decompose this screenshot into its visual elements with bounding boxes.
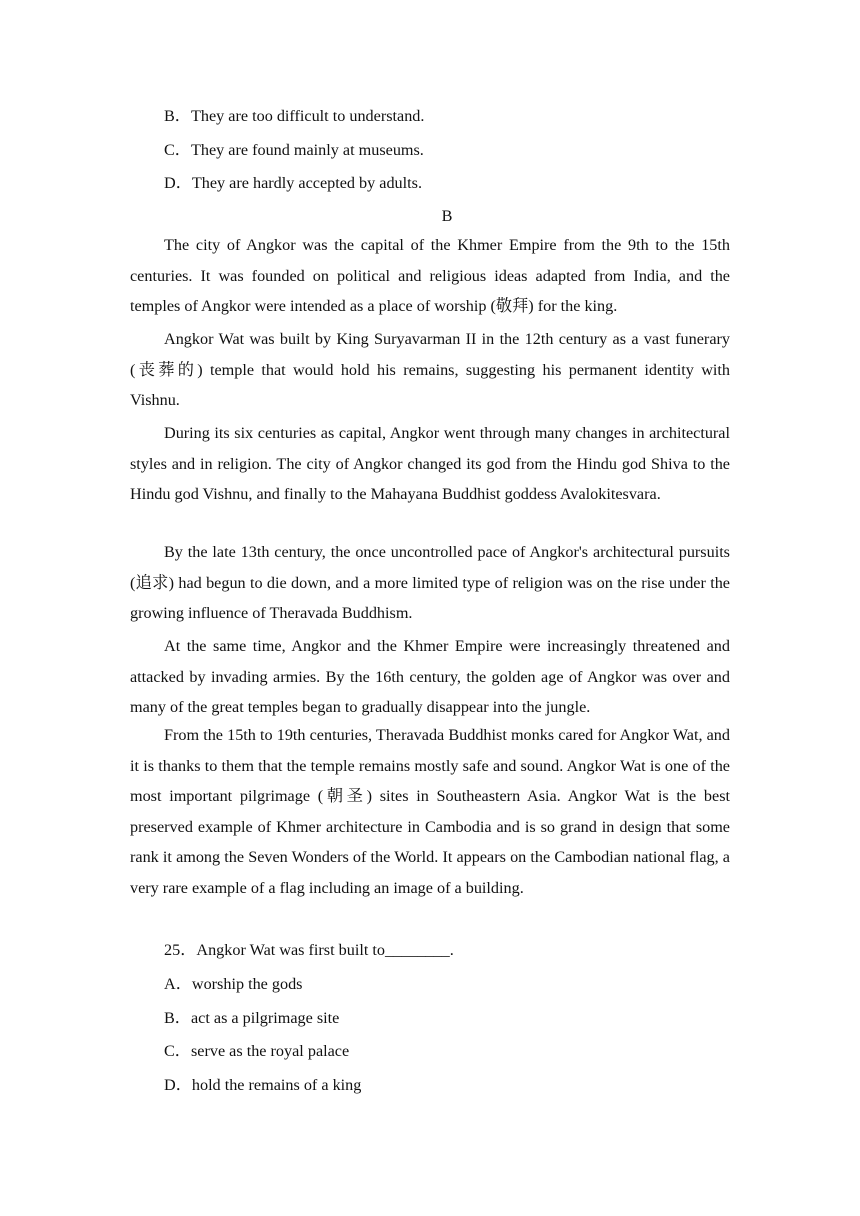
paragraph-2: Angkor Wat was built by King Suryavarman II in the 12th century as a vast funerary (丧葬的) temple that would hold his remains, suggesting his permanent identity with Vishnu. <box>130 330 730 409</box>
paragraph-6: From the 15th to 19th centuries, Theravada Buddhist monks cared for Angkor Wat, and it is thanks to them that the temple remains mostly safe and sound. Angkor Wat is one of the most important pilgrimage (朝圣) sites in Southeastern Asia. Angkor Wat is the best preserved example of Khmer architecture in Cambodia and is so grand in design that some rank it among the Seven Wonders of the World. It appears on the Cambodian national flag, a very rare example of a flag including an image of a building. <box>130 726 730 897</box>
paragraph-4: By the late 13th century, the once uncontrolled pace of Angkor's architectural pursuits (追求) had begun to die down, and a more limited type of religion was on the rise under the growing influence of Theravada Buddhism. <box>130 543 730 622</box>
prev-option-b: B．They are too difficult to understand. <box>164 107 425 125</box>
prev-option-d: D．They are hardly accepted by adults. <box>164 174 422 192</box>
q25-option-a: A．worship the gods <box>164 975 303 993</box>
paragraph-5: At the same time, Angkor and the Khmer Empire were increasingly threatened and attacked by invading armies. By the 16th century, the golden age of Angkor was over and many of the great temples began to gradually disappear into the jungle. <box>130 637 730 716</box>
section-label: B <box>441 207 453 225</box>
prev-option-c: C．They are found mainly at museums. <box>164 141 424 159</box>
paragraph-1: The city of Angkor was the capital of the Khmer Empire from the 9th to the 15th centuries. It was founded on political and religious ideas adapted from India, and the temples of Angkor were intended as a place of worship (敬拜) for the king. <box>130 236 730 315</box>
paragraph-3: During its six centuries as capital, Angkor went through many changes in architectural styles and in religion. The city of Angkor changed its god from the Hindu god Shiva to the Hindu god Vishnu, and finally to the Mahayana Buddhist goddess Avalokitesvara. <box>130 424 730 503</box>
question-25-stem: 25．Angkor Wat was first built to________. <box>164 941 454 959</box>
q25-option-b: B．act as a pilgrimage site <box>164 1009 340 1027</box>
q25-option-d: D．hold the remains of a king <box>164 1076 362 1094</box>
q25-option-c: C．serve as the royal palace <box>164 1042 350 1060</box>
